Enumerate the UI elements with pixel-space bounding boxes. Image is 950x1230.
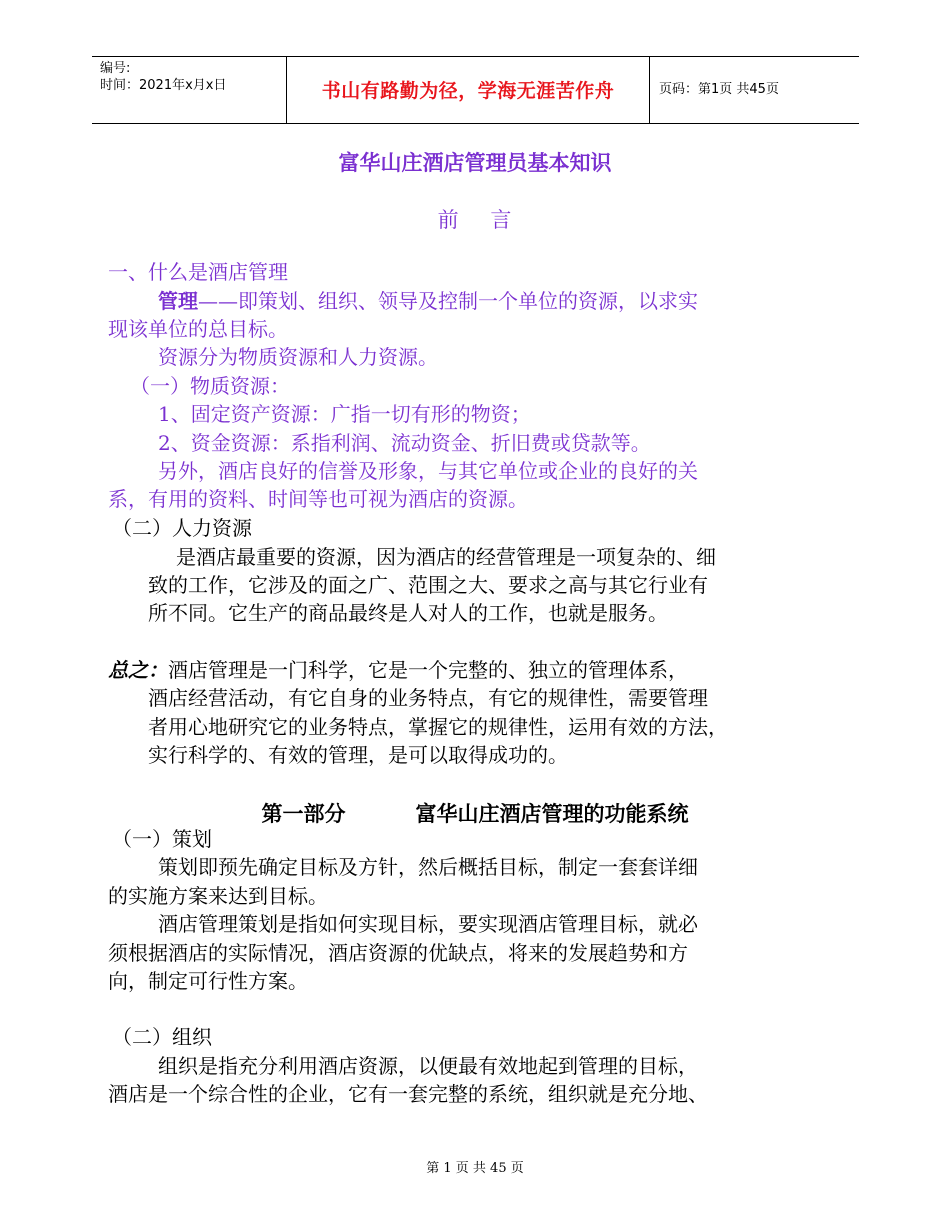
subsection-heading: （一）物质资源： (130, 374, 290, 398)
preface-heading: 前 言 (437, 208, 513, 232)
summary-text: 酒店管理是一门科学，它是一个完整的、独立的管理体系， (168, 658, 688, 682)
paragraph-line: 酒店管理策划是指如何实现目标，要实现酒店管理目标，就必 (158, 912, 698, 936)
header-page-info: 页码：第1页 共45页 (659, 82, 779, 97)
header-meta-cell (92, 57, 286, 123)
document-title: 富华山庄酒店管理员基本知识 (338, 151, 612, 175)
list-item: 2、资金资源：系指利润、流动资金、折旧费或贷款等。 (158, 431, 651, 455)
subsection-heading: （一）策划 (112, 827, 212, 851)
header-page-cell (649, 57, 859, 123)
paragraph-line: 酒店是一个综合性的企业，它有一套完整的系统，组织就是充分地、 (108, 1082, 708, 1106)
paragraph-line: 另外，酒店良好的信誉及形象，与其它单位或企业的良好的关 (158, 459, 698, 483)
paragraph-line: 酒店经营活动，有它自身的业务特点，有它的规律性，需要管理 (148, 686, 708, 710)
document-number-label: 编号: (100, 61, 131, 76)
paragraph-line: 资源分为物质资源和人力资源。 (158, 345, 438, 369)
part-heading (0, 798, 950, 828)
definition-line (158, 288, 698, 314)
paragraph-line: 系，有用的资料、时间等也可视为酒店的资源。 (108, 487, 528, 511)
part-label: 第一部分 (261, 802, 346, 826)
header-motto: 书山有路勤为径，学海无涯苦作舟 (321, 80, 615, 102)
summary-label: 总之： (108, 658, 168, 682)
paragraph-line: 致的工作，它涉及的面之广、范围之大、要求之高与其它行业有 (148, 573, 708, 597)
paragraph-line: 现该单位的总目标。 (108, 317, 288, 341)
summary-line (108, 657, 688, 683)
definition-text: ——即策划、组织、领导及控制一个单位的资源，以求实 (198, 289, 698, 313)
document-time-label: 时间：2021年x月x日 (100, 78, 227, 93)
subsection-heading: （二）组织 (112, 1025, 212, 1049)
paragraph-line: 策划即预先确定目标及方针，然后概括目标，制定一套套详细 (158, 855, 698, 879)
list-item: 1、固定资产资源：广指一切有形的物资； (158, 402, 531, 426)
page-footer: 第 1 页 共 45 页 (426, 1161, 524, 1176)
section-heading: 一、什么是酒店管理 (108, 260, 288, 284)
paragraph-line: 须根据酒店的实际情况，酒店资源的优缺点，将来的发展趋势和方 (108, 941, 688, 965)
part-title: 富华山庄酒店管理的功能系统 (415, 802, 689, 826)
paragraph-line: 组织是指充分利用酒店资源，以便最有效地起到管理的目标， (158, 1054, 698, 1078)
header-motto-cell (286, 57, 650, 123)
definition-term: 管理 (158, 289, 198, 313)
paragraph-line: 是酒店最重要的资源，因为酒店的经营管理是一项复杂的、细 (176, 545, 716, 569)
subsection-heading: （二）人力资源 (112, 516, 252, 540)
paragraph-line: 的实施方案来达到目标。 (108, 884, 328, 908)
paragraph-line: 者用心地研究它的业务特点，掌握它的规律性，运用有效的方法， (148, 715, 728, 739)
paragraph-line: 所不同。它生产的商品最终是人对人的工作，也就是服务。 (148, 601, 668, 625)
header-table (92, 56, 859, 124)
paragraph-line: 实行科学的、有效的管理，是可以取得成功的。 (148, 743, 568, 767)
paragraph-line: 向，制定可行性方案。 (108, 969, 308, 993)
